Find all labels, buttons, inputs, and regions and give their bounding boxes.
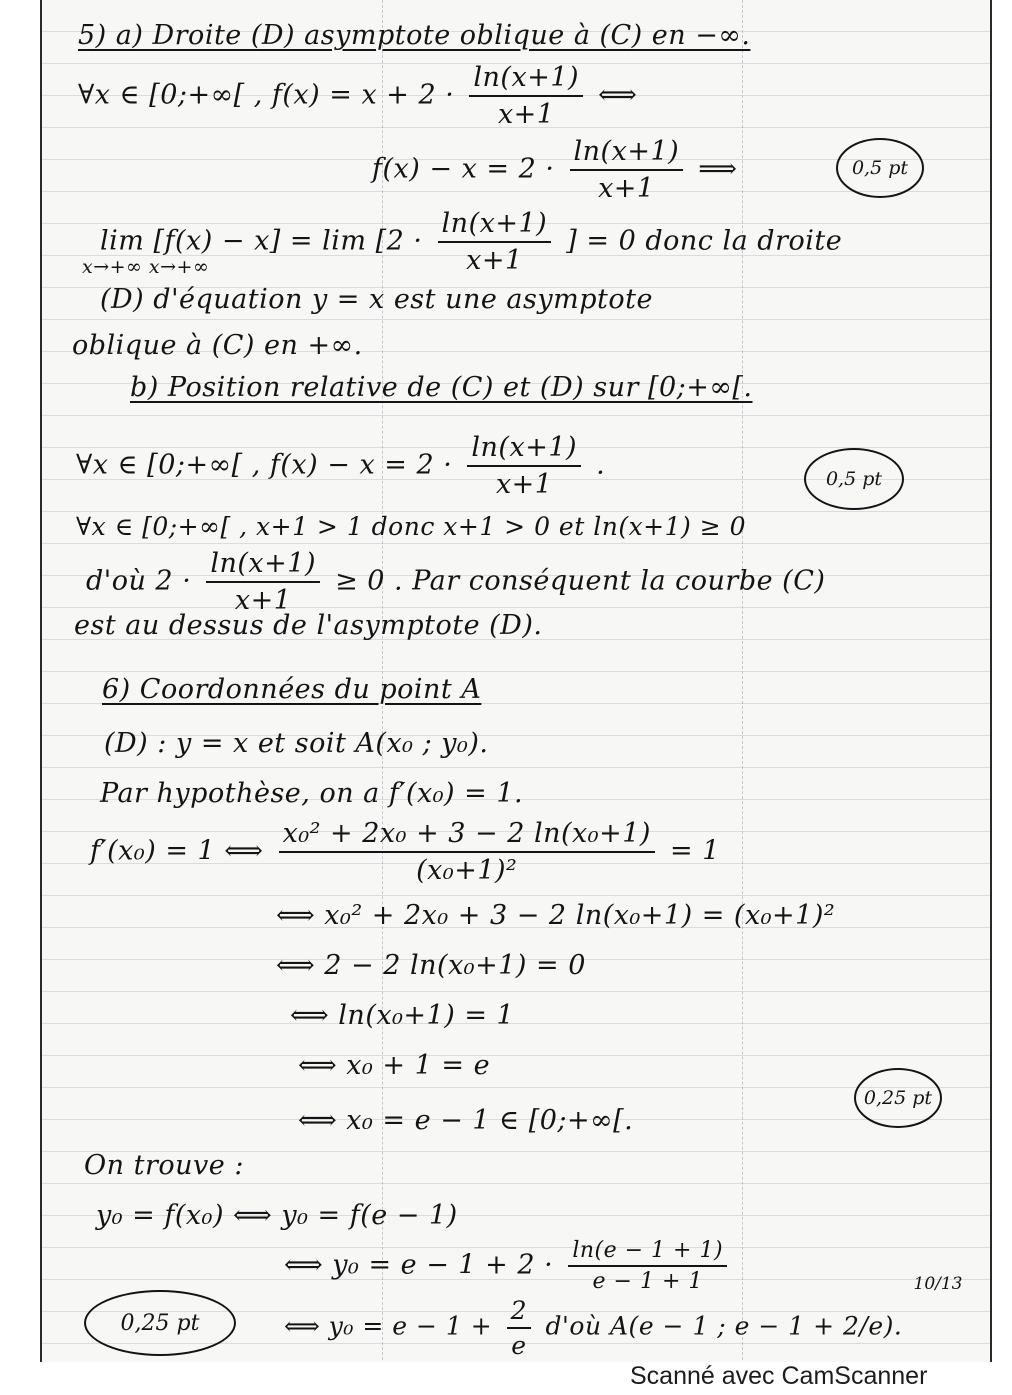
handwritten-line xyxy=(284,1296,902,1360)
section-5b-heading: b) Position relative de (C) et (D) sur [0;+∞[. xyxy=(130,372,753,403)
handwritten-line: (D) : y = x et soit A(x₀ ; y₀). xyxy=(104,728,489,759)
section-5a-heading: 5) a) Droite (D) asymptote oblique à (C) en −∞. xyxy=(78,20,751,51)
limit-subscript: x→+∞ x→+∞ xyxy=(82,256,210,278)
fraction xyxy=(467,432,581,500)
handwritten-line: y₀ = f(x₀) ⟺ y₀ = f(e − 1) xyxy=(96,1200,458,1231)
line-text: ⟺ y₀ = e − 1 + 2 · xyxy=(284,1249,554,1281)
handwritten-line xyxy=(372,136,737,204)
page-counter: 10/13 xyxy=(913,1274,963,1294)
handwritten-line xyxy=(100,208,842,276)
score-note-circle: 0,25 pt xyxy=(84,1290,236,1356)
line-text: f(x) − x = 2 · xyxy=(372,153,555,185)
fraction-denominator: (x₀+1)² xyxy=(416,855,518,886)
line-text-after: ] = 0 donc la droite xyxy=(566,225,843,257)
handwritten-line xyxy=(86,548,825,616)
handwritten-line: Par hypothèse, on a f′(x₀) = 1. xyxy=(100,778,524,809)
scanner-watermark-text: Scanné avec CamScanner xyxy=(630,1362,928,1390)
fraction-numerator: ln(x+1) xyxy=(206,548,320,583)
fraction-numerator: ln(x+1) xyxy=(570,136,684,171)
fraction-denominator: x+1 xyxy=(234,585,292,616)
handwritten-line xyxy=(90,818,720,886)
handwritten-line: ⟺ x₀ = e − 1 ∈ [0;+∞[. xyxy=(298,1105,634,1136)
fraction xyxy=(206,548,320,616)
fraction-denominator: x+1 xyxy=(497,99,555,130)
line-text: lim [f(x) − x] = lim [2 · xyxy=(100,225,423,257)
handwritten-line: oblique à (C) en +∞. xyxy=(72,330,363,361)
fraction-denominator: x+1 xyxy=(598,173,655,204)
fraction-numerator: ln(e − 1 + 1) xyxy=(568,1238,727,1267)
handwritten-line: On trouve : xyxy=(84,1150,244,1181)
handwritten-line: ⟺ x₀ + 1 = e xyxy=(298,1050,491,1081)
fraction-denominator: x+1 xyxy=(495,469,553,500)
line-text-after: = 1 xyxy=(670,835,720,867)
page-guide-line xyxy=(742,0,743,1370)
handwritten-line: ⟺ ln(x₀+1) = 1 xyxy=(290,1000,515,1031)
handwritten-line xyxy=(78,62,637,130)
fraction-numerator: 2 xyxy=(507,1296,531,1329)
score-note-circle: 0,25 pt xyxy=(854,1068,942,1128)
fraction xyxy=(469,62,583,130)
fraction xyxy=(568,1238,727,1294)
handwritten-line: (D) d'équation y = x est une asymptote xyxy=(100,284,653,315)
line-text: ∀x ∈ [0;+∞[ , f(x) − x = 2 · xyxy=(76,449,453,481)
fraction-denominator: e xyxy=(511,1331,527,1360)
line-text-after: . xyxy=(596,449,606,481)
score-note-circle: 0,5 pt xyxy=(804,448,904,510)
section-6-heading: 6) Coordonnées du point A xyxy=(102,674,482,705)
handwritten-line xyxy=(284,1238,733,1294)
handwritten-line: ⟺ 2 − 2 ln(x₀+1) = 0 xyxy=(276,950,586,981)
fraction xyxy=(507,1296,531,1360)
fraction xyxy=(438,208,552,276)
fraction-denominator: e − 1 + 1 xyxy=(592,1269,703,1294)
fraction-numerator: x₀² + 2x₀ + 3 − 2 ln(x₀+1) xyxy=(279,818,655,853)
fraction-denominator: x+1 xyxy=(466,245,523,276)
handwritten-line xyxy=(76,432,605,500)
line-text: f′(x₀) = 1 ⟺ xyxy=(90,835,264,867)
handwritten-line: ⟺ x₀² + 2x₀ + 3 − 2 ln(x₀+1) = (x₀+1)² xyxy=(276,900,836,931)
fraction-numerator: ln(x+1) xyxy=(467,432,581,467)
line-text-after: ⟺ xyxy=(598,79,638,111)
line-text: d'où 2 · xyxy=(86,565,192,597)
fraction xyxy=(279,818,655,886)
handwritten-line: est au dessus de l'asymptote (D). xyxy=(74,610,543,641)
line-text-after: ≥ 0 . Par conséquent la courbe (C) xyxy=(335,565,826,597)
line-text: ∀x ∈ [0;+∞[ , f(x) = x + 2 · xyxy=(78,79,455,111)
handwritten-line: ∀x ∈ [0;+∞[ , x+1 > 1 donc x+1 > 0 et ln(x+1) ≥ 0 xyxy=(76,512,747,541)
line-text: ⟺ y₀ = e − 1 + xyxy=(284,1311,493,1341)
fraction-numerator: ln(x+1) xyxy=(438,208,552,243)
score-note-circle: 0,5 pt xyxy=(836,138,924,198)
line-text-after: ⟹ xyxy=(698,153,738,185)
fraction xyxy=(570,136,684,204)
scanner-watermark xyxy=(0,1362,1012,1395)
line-text-after: d'où A(e − 1 ; e − 1 + 2/e). xyxy=(545,1311,903,1341)
fraction-numerator: ln(x+1) xyxy=(469,62,583,97)
